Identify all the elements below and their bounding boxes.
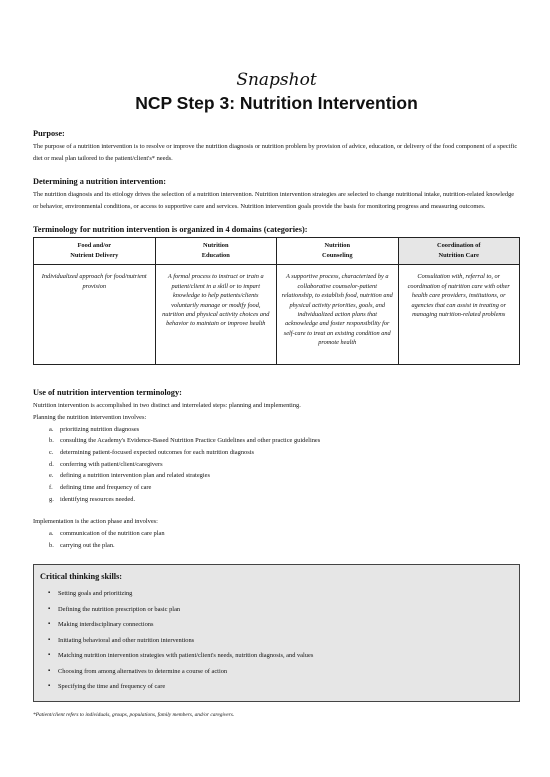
- bullet-icon: ▪: [48, 636, 51, 643]
- domain-header-education: [155, 238, 277, 265]
- domain-header-coordination: [398, 238, 520, 265]
- list-item: [48, 679, 513, 694]
- item-label: b.: [49, 541, 54, 549]
- domains-table: [33, 237, 520, 365]
- list-item: [49, 447, 520, 459]
- item-label: f.: [49, 484, 53, 492]
- item-text: Matching nutrition intervention strategies with patient/client's needs, nutrition diagnosis, and values: [58, 652, 314, 660]
- item-label: a.: [49, 425, 54, 433]
- determining-text: The nutrition diagnosis and its etiology drives the selection of a nutrition intervention. Nutrition intervention strategies are selected to change nutritional intake, nutrition-related knowledge or behavior, environmental conditions, or access to supportive care and services. Nutrition intervention goals provide the basis for monitoring progress and measuring outcomes.: [33, 191, 515, 210]
- domain-header-food: [34, 238, 156, 265]
- bullet-icon: ▪: [48, 605, 51, 612]
- snapshot-label: Snapshot: [236, 70, 317, 90]
- footnote: *Patient/client refers to individuals, groups, populations, family members, and/or caregivers.: [33, 712, 235, 719]
- item-text: conferring with patient/client/caregivers: [60, 460, 163, 468]
- domains-header-row: [34, 238, 520, 265]
- item-text: Initiating behavioral and other nutrition interventions: [58, 636, 195, 644]
- item-text: Making interdisciplinary connections: [58, 621, 154, 629]
- domain-description-food: Individualized approach for food/nutrient provision: [34, 265, 156, 365]
- item-text: communication of the nutrition care plan: [60, 530, 165, 538]
- header-line: Education: [201, 251, 230, 259]
- item-text: determining patient-focused expected outcomes for each nutrition diagnosis: [60, 448, 254, 456]
- domain-description-education: A formal process to instruct or train a patient/client in a skill or to impart knowledge to help patients/clients voluntarily manage or modify food, nutrition and physical activity choices and behavior to maintain or improve health: [155, 265, 277, 365]
- item-label: e.: [49, 472, 54, 480]
- domain-description-coordination: Consultation with, referral to, or coordination of nutrition care with other health care providers, institutions, or agencies that can assist in treating or managing nutrition-related problems: [398, 265, 520, 365]
- list-item: [49, 470, 520, 482]
- purpose-text: The purpose of a nutrition intervention is to resolve or improve the nutrition diagnosis or nutrition problem by provision of advice, education, or delivery of the food component of a specific diet or meal plan tailored to the patient/client's* needs.: [33, 143, 518, 162]
- implementation-list: [33, 528, 520, 551]
- item-label: b.: [49, 437, 54, 445]
- list-item: [49, 435, 520, 447]
- critical-thinking-box: [33, 564, 520, 702]
- item-label: a.: [49, 530, 54, 538]
- planning-intro: Planning the nutrition intervention involves:: [33, 413, 147, 421]
- item-label: c.: [49, 448, 54, 456]
- list-item: [48, 586, 513, 601]
- terminology-section: [33, 224, 520, 365]
- list-item: [49, 482, 520, 494]
- item-text: defining time and frequency of care: [60, 484, 152, 492]
- list-item: [48, 602, 513, 617]
- item-text: Choosing from among alternatives to determine a course of action: [58, 667, 228, 675]
- use-section: [33, 387, 520, 551]
- determining-heading: Determining a nutrition intervention:: [33, 177, 166, 187]
- item-text: Setting goals and prioritizing: [58, 590, 133, 598]
- item-text: prioritizing nutrition diagnoses: [60, 425, 140, 433]
- use-heading: Use of nutrition intervention terminology:: [33, 388, 182, 398]
- list-item: [49, 494, 520, 506]
- critical-heading: Critical thinking skills:: [40, 572, 123, 582]
- purpose-heading: Purpose:: [33, 129, 65, 138]
- list-item: [48, 648, 513, 663]
- use-intro: Nutrition intervention is accomplished in two distinct and interrelated steps: planning and implementing.: [33, 402, 301, 410]
- planning-list: [33, 424, 520, 506]
- bullet-icon: ▪: [48, 621, 51, 628]
- bullet-icon: ▪: [48, 652, 51, 659]
- list-item: [49, 540, 520, 552]
- list-item: [49, 459, 520, 471]
- purpose-section: [33, 128, 520, 164]
- critical-list: [40, 586, 513, 694]
- item-label: d.: [49, 460, 54, 468]
- domain-description-counseling: A supportive process, characterized by a collaborative counselor-patient relationship, to establish food, nutrition and physical activity priorities, goals, and individualized action plans that acknowledge and foster responsibility for self-care to treat an existing condition and promote health: [277, 265, 399, 365]
- header-line: Nutrition: [324, 242, 351, 250]
- determining-section: [33, 176, 520, 212]
- item-text: identifying resources needed.: [60, 495, 136, 503]
- header-line: Nutrition: [202, 242, 229, 250]
- implementation-intro: Implementation is the action phase and involves:: [33, 518, 158, 526]
- item-text: consulting the Academy's Evidence-Based Nutrition Practice Guidelines and other practice guidelines: [60, 437, 321, 445]
- page-title: NCP Step 3: Nutrition Intervention: [135, 93, 418, 113]
- terminology-heading: Terminology for nutrition intervention is organized in 4 domains (categories):: [33, 225, 308, 235]
- item-text: Specifying the time and frequency of care: [58, 682, 166, 690]
- bullet-icon: ▪: [48, 590, 51, 597]
- header-line: Coordination of: [437, 242, 481, 250]
- list-item: [48, 633, 513, 648]
- list-item: [49, 528, 520, 540]
- item-text: Defining the nutrition prescription or basic plan: [58, 605, 181, 613]
- bullet-icon: ▪: [48, 667, 51, 674]
- bullet-icon: ▪: [48, 682, 51, 689]
- domains-description-row: [34, 265, 520, 365]
- list-item: [48, 664, 513, 679]
- list-item: [48, 617, 513, 632]
- header-line: Nutrition Care: [438, 251, 480, 259]
- item-text: defining a nutrition intervention plan and related strategies: [60, 472, 210, 480]
- header-line: Counseling: [321, 251, 353, 259]
- header-line: Nutrient Delivery: [70, 251, 119, 259]
- domain-header-counseling: [277, 238, 399, 265]
- item-label: g.: [49, 495, 54, 503]
- list-item: [49, 424, 520, 436]
- header-line: Food and/or: [77, 242, 112, 250]
- item-text: carrying out the plan.: [60, 541, 115, 549]
